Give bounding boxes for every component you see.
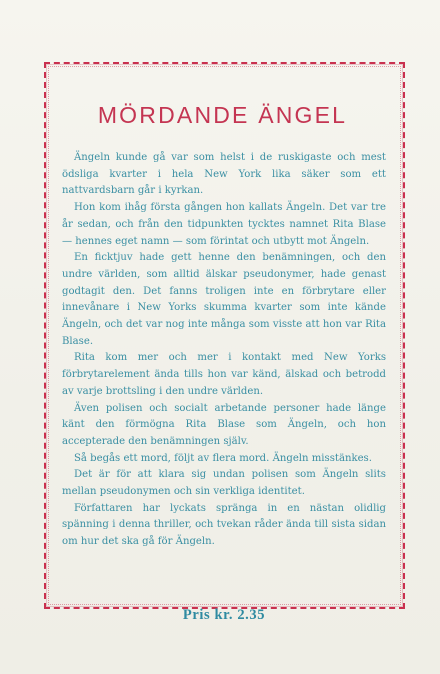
blurb-paragraph-3: En ficktjuv hade gett henne den benämningen, och den undre världen, som alltid älskar pseudonymer, hade genast godtagit den. Det fanns troligen inte en förbrytare eller innevånare i New Yorks skumma kvarter som inte kände Ängeln, och det var nog inte många som visste att hon var Rita Blase.	[62, 252, 386, 347]
blurb-paragraph-7: Det är för att klara sig undan polisen som Ängeln slits mellan pseudonymen och sin verkliga identitet.	[62, 469, 386, 498]
blurb-paragraph-5: Även polisen och socialt arbetande personer hade länge känt den förmögna Rita Blase som Ängeln, och hon accepterade den benämningen själv.	[62, 402, 386, 447]
blurb-paragraph-6: Så begås ett mord, följt av flera mord. Ängeln misstänkes.	[74, 452, 372, 464]
blurb-paragraph-8: Författaren har lyckats spränga in en nästan olidlig spänning i denna thriller, och tvekan råder ända till sista sidan om hur det ska gå för Ängeln.	[62, 502, 386, 548]
blurb-paragraph-4: Rita kom mer och mer i kontakt med New Yorks förbrytarelement ända tills hon var känd, älskad och betrodd av varje brottsling i den undre världen.	[62, 352, 386, 397]
blurb-paragraph-1: Ängeln kunde gå var som helst i de ruskigaste och mest ödsliga kvarter i hela New York lika säker som ett nattvardsbarn går i kyrkan.	[62, 152, 386, 197]
price-label: Pris kr. 2.35	[182, 607, 266, 623]
book-title: MÖRDANDE ÄNGEL	[97, 102, 348, 128]
blurb-paragraph-2: Hon kom ihåg första gången hon kallats Ängeln. Det var tre år sedan, och från den tidpunkten tycktes namnet Rita Blase — hennes eget namn — som förintat och utbytt mot Ängeln.	[62, 202, 386, 247]
blurb	[62, 150, 386, 551]
